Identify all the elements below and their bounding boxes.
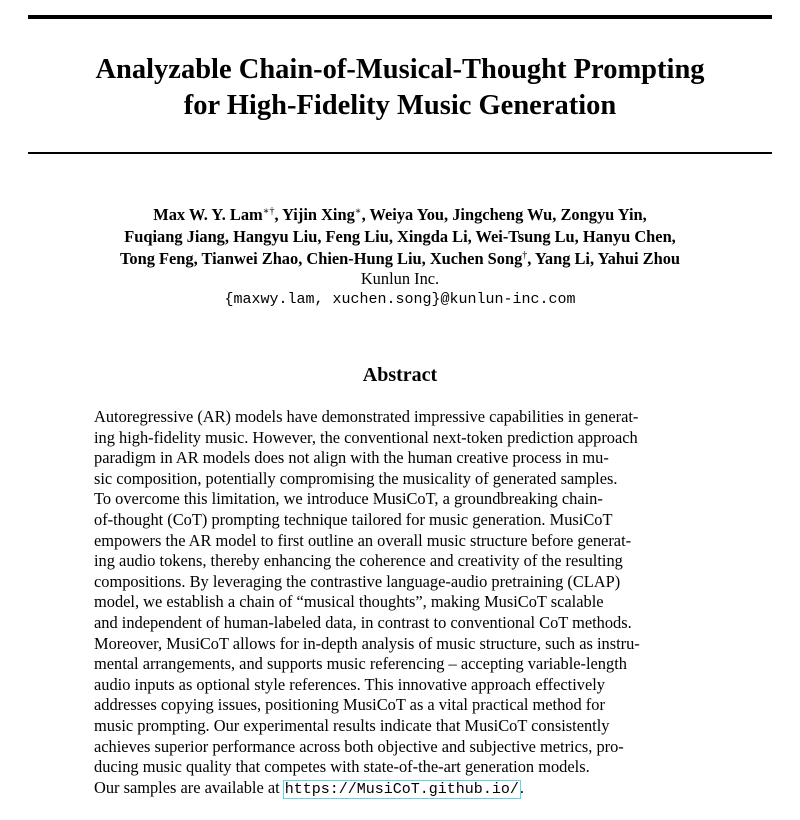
abstract-line: and independent of human-labeled data, in contrast to conventional CoT methods. xyxy=(94,612,632,632)
affiliation: Kunlun Inc. xyxy=(360,269,440,288)
abstract-line: audio inputs as optional style references. This innovative approach effectively xyxy=(94,674,605,694)
abstract-line: ducing music quality that competes with state-of-the-art generation models. xyxy=(94,757,590,777)
title-bottom-rule xyxy=(28,152,772,154)
author-line-2: Fuqiang Jiang, Hangyu Liu, Feng Liu, Xingda Li, Wei-Tsung Lu, Hanyu Chen, xyxy=(124,227,676,246)
abstract-line: mental arrangements, and supports music referencing – accepting variable-length xyxy=(94,654,627,674)
top-rule xyxy=(28,15,772,19)
abstract-line: sic composition, potentially compromising the musicality of generated samples. xyxy=(94,468,618,488)
abstract-line: addresses copying issues, positioning MusiCoT as a vital practical method for xyxy=(94,695,605,715)
author-mark: † xyxy=(522,250,528,261)
abstract-line: compositions. By leveraging the contrastive language-audio pretraining (CLAP) xyxy=(94,571,621,591)
abstract-line: ing high-fidelity music. However, the conventional next-token prediction approach xyxy=(94,427,638,447)
abstract-line: paradigm in AR models does not align with the human creative process in mu- xyxy=(94,448,609,468)
contact-email: {maxwy.lam, xuchen.song}@kunlun-inc.com xyxy=(224,291,576,308)
abstract-line: empowers the AR model to first outline an overall music structure before generat- xyxy=(94,530,632,550)
abstract-line: achieves superior performance across both objective and subjective metrics, pro- xyxy=(94,736,624,756)
author-line-1: Max W. Y. Lam∗†, Yijin Xing∗, Weiya You, Jingcheng Wu, Zongyu Yin, xyxy=(153,205,647,224)
abstract-heading: Abstract xyxy=(362,364,438,386)
author-name: Tong Feng, Tianwei Zhao, Chien-Hung Liu, Xuchen Song xyxy=(119,249,523,268)
samples-suffix: . xyxy=(519,777,524,797)
samples-link[interactable]: https://MusiCoT.github.io/ xyxy=(284,780,519,798)
author-mark: ∗† xyxy=(262,206,275,217)
title-line-2: for High-Fidelity Music Generation xyxy=(183,90,617,121)
paper-title xyxy=(0,52,800,124)
abstract-line: model, we establish a chain of “musical thoughts”, making MusiCoT scalable xyxy=(94,592,604,612)
samples-line xyxy=(94,778,706,799)
abstract-line: Moreover, MusiCoT allows for in-depth analysis of music structure, such as instru- xyxy=(94,633,640,653)
author-name: Yijin Xing xyxy=(282,205,355,224)
author-name: Yang Li, Yahui Zhou xyxy=(534,249,681,268)
abstract-line: music prompting. Our experimental results indicate that MusiCoT consistently xyxy=(94,715,610,735)
author-list xyxy=(0,204,800,270)
author-name: Jingcheng Wu xyxy=(452,205,553,224)
author-name: Max W. Y. Lam xyxy=(153,205,263,224)
abstract-line: Autoregressive (AR) models have demonstrated impressive capabilities in generat- xyxy=(94,407,639,426)
title-line-1: Analyzable Chain-of-Musical-Thought Prompting xyxy=(95,54,705,85)
author-name: Zongyu Yin xyxy=(560,205,643,224)
author-name: Weiya You xyxy=(369,205,445,224)
abstract-line: To overcome this limitation, we introduce MusiCoT, a groundbreaking chain- xyxy=(94,489,603,509)
author-mark: ∗ xyxy=(354,206,362,217)
samples-prefix: Our samples are available at xyxy=(94,777,284,797)
abstract-line: of-thought (CoT) prompting technique tailored for music generation. MusiCoT xyxy=(94,509,613,529)
abstract-body xyxy=(94,407,706,798)
abstract-line: ing audio tokens, thereby enhancing the coherence and creativity of the resulting xyxy=(94,551,623,571)
author-line-3: Tong Feng, Tianwei Zhao, Chien-Hung Liu, Xuchen Song†, Yang Li, Yahui Zhou xyxy=(119,249,681,268)
